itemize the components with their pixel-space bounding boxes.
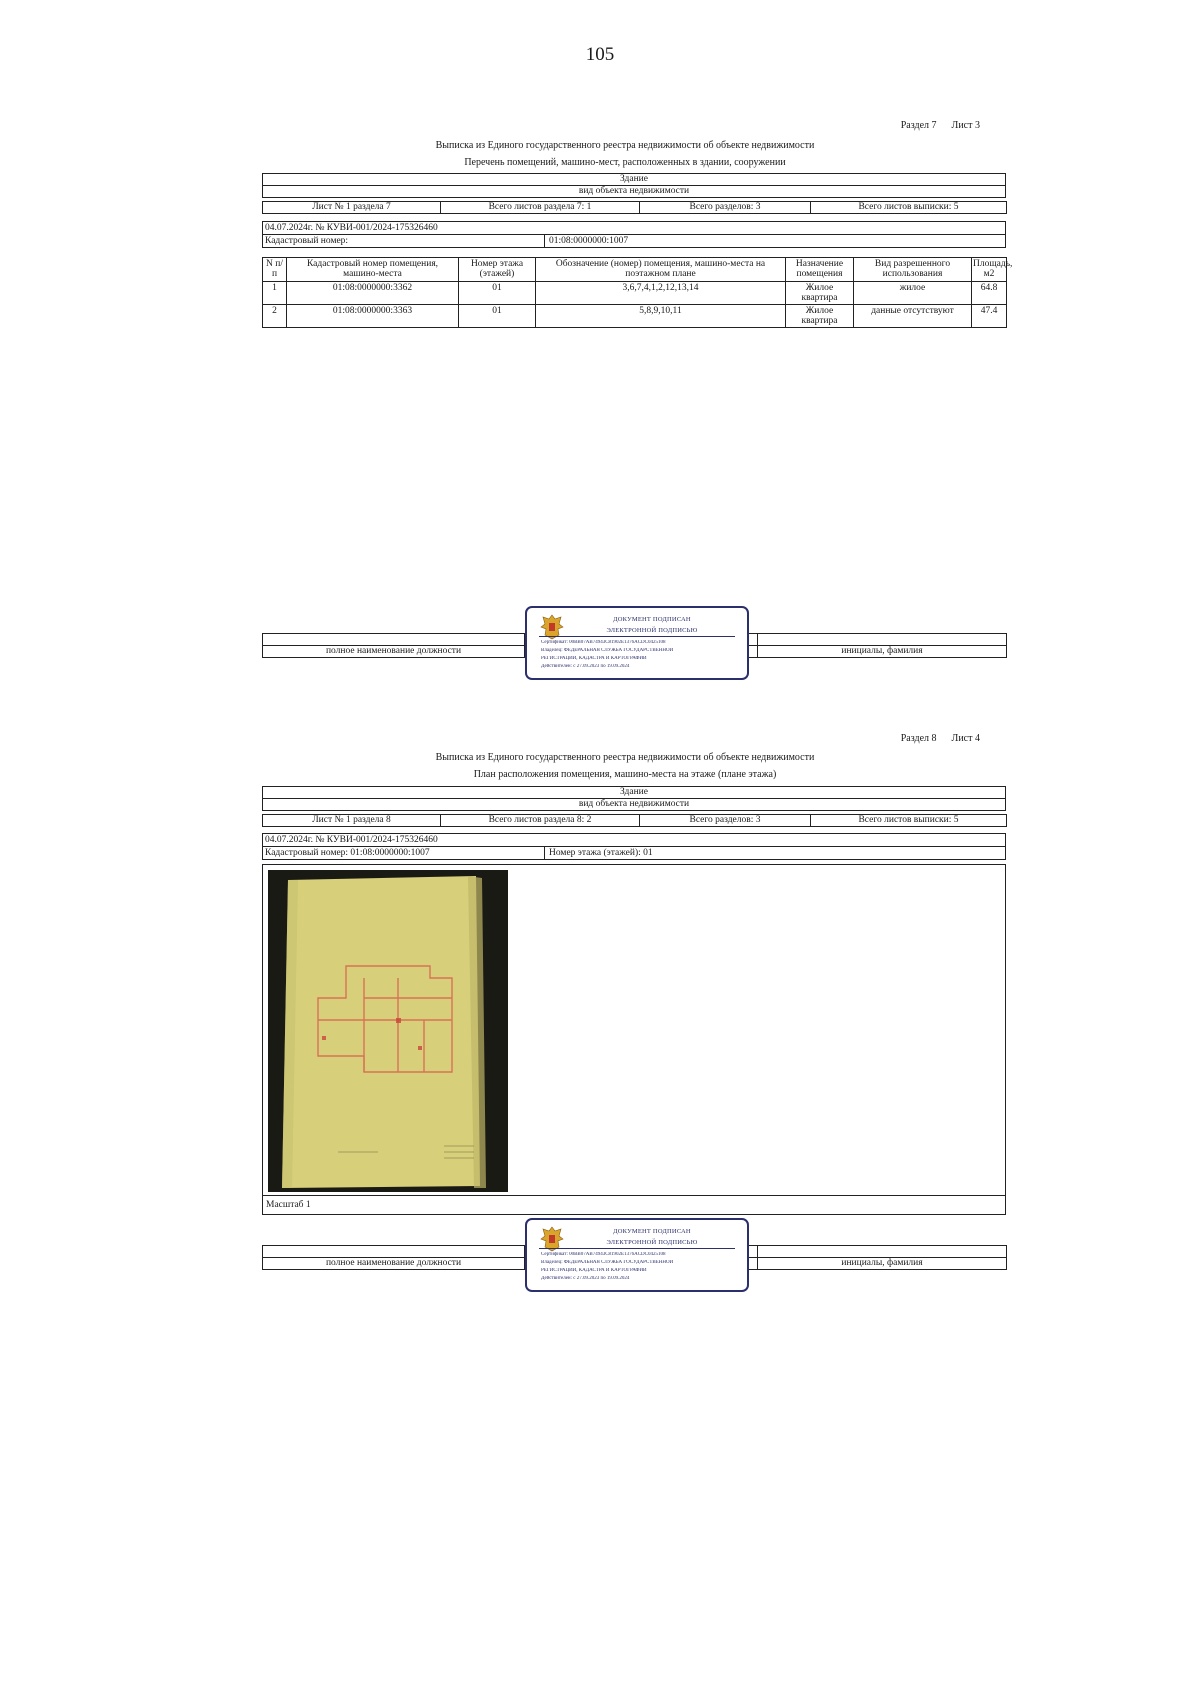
position-label: полное наименование должности — [263, 646, 525, 658]
table-header-row — [263, 258, 1007, 282]
counter-sheet: Лист № 1 раздела 7 — [263, 202, 441, 214]
header-cell: N п/п — [263, 258, 287, 282]
table-cell: 01 — [459, 305, 536, 328]
object-type: Здание — [263, 787, 1006, 799]
table-cell: данные отсутствуют — [854, 305, 972, 328]
premises-table — [262, 257, 1013, 328]
sheet-counters — [262, 814, 1007, 827]
scale-row — [262, 1195, 1006, 1215]
stamp-subtitle: ЭЛЕКТРОННОЙ ПОДПИСЬЮ — [606, 627, 698, 634]
table-cell: 2 — [263, 305, 287, 328]
header-cell: Кадастровый номер помещения, машино-места — [287, 258, 459, 282]
document-subtitle: План расположения помещения, машино-места на этаже (плане этажа) — [473, 769, 777, 780]
name-label: инициалы, фамилия — [758, 646, 1007, 658]
table-cell: 1 — [263, 282, 287, 305]
table-cell: 64.8 — [972, 282, 1007, 305]
table-cell: Жилое квартира — [786, 282, 854, 305]
date-number-row — [262, 221, 1006, 235]
section-label: Раздел 8 — [900, 733, 937, 744]
counter-sections: Всего разделов: 3 — [640, 815, 811, 827]
counter-section-sheets: Всего листов раздела 7: 1 — [441, 202, 640, 214]
position-label: полное наименование должности — [263, 1258, 525, 1270]
table-row — [263, 305, 1007, 328]
stamp-owner-1: Владелец: ФЕДЕРАЛЬНАЯ СЛУЖБА ГОСУДАРСТВЕННОЙ — [541, 648, 674, 653]
date-number: 04.07.2024г. № КУВИ-001/2024-175326460 — [265, 223, 438, 233]
header-cell: Назначение помещения — [786, 258, 854, 282]
stamp-certificate: Сертификат: 00BB07AB74943C81902E1376ACDC0425108 — [541, 640, 666, 645]
page-number: 105 — [585, 44, 615, 65]
sheet-label: Лист 4 — [951, 733, 980, 744]
header-cell: Вид разрешенного использования — [854, 258, 972, 282]
header-cell: Площадь, м2 — [972, 258, 1007, 282]
table-cell: 47.4 — [972, 305, 1007, 328]
table-cell: 01:08:0000000:3362 — [287, 282, 459, 305]
table-cell: жилое — [854, 282, 972, 305]
table-cell: 3,6,7,4,1,2,12,13,14 — [536, 282, 786, 305]
table-cell: 5,8,9,10,11 — [536, 305, 786, 328]
object-type-caption: вид объекта недвижимости — [263, 186, 1006, 198]
cadastral-row — [262, 234, 1006, 248]
stamp-divider — [539, 636, 735, 637]
cadastral-label: Кадастровый номер: — [265, 236, 349, 246]
document-subtitle: Перечень помещений, машино-мест, расположенных в здании, сооружении — [464, 157, 786, 168]
cadastral-value: 01:08:0000000:1007 — [549, 236, 629, 246]
stamp-valid: Действителен: с 27.09.2023 по 19.09.2024 — [541, 664, 630, 669]
cadastral-divider — [544, 235, 545, 247]
header-cell: Обозначение (номер) помещения, машино-места на поэтажном плане — [536, 258, 786, 282]
sheet-label: Лист 3 — [951, 120, 980, 131]
cadastral-divider — [544, 847, 545, 859]
section-sheet-ref — [880, 120, 980, 131]
cadastral-number: Кадастровый номер: 01:08:0000000:1007 — [265, 848, 430, 858]
counter-total-sheets: Всего листов выписки: 5 — [811, 202, 1007, 214]
object-type: Здание — [263, 174, 1006, 186]
header-cell: Номер этажа (этажей) — [459, 258, 536, 282]
counter-sheet: Лист № 1 раздела 8 — [263, 815, 441, 827]
e-signature-stamp — [525, 606, 749, 680]
name-label: инициалы, фамилия — [758, 1258, 1007, 1270]
scale-label: Масштаб 1 — [266, 1200, 311, 1210]
floor-plan-photo — [268, 870, 508, 1192]
counter-section-sheets: Всего листов раздела 8: 2 — [441, 815, 640, 827]
e-signature-stamp — [525, 1218, 749, 1292]
counter-sections: Всего разделов: 3 — [640, 202, 811, 214]
table-cell: Жилое квартира — [786, 305, 854, 328]
stamp-owner-1: Владелец: ФЕДЕРАЛЬНАЯ СЛУЖБА ГОСУДАРСТВЕННОЙ — [541, 1260, 674, 1265]
cadastral-floor-row — [262, 846, 1006, 860]
date-number-row — [262, 833, 1006, 847]
stamp-owner-2: РЕГИСТРАЦИИ, КАДАСТРА И КАРТОГРАФИИ — [541, 656, 647, 661]
object-type-block — [262, 173, 1006, 198]
document-title: Выписка из Единого государственного реестра недвижимости об объекте недвижимости — [435, 140, 815, 151]
stamp-certificate: Сертификат: 00BB07AB74943C81902E1376ACDC0425108 — [541, 1252, 666, 1257]
object-type-block — [262, 786, 1006, 811]
stamp-owner-2: РЕГИСТРАЦИИ, КАДАСТРА И КАРТОГРАФИИ — [541, 1268, 647, 1273]
stamp-title: ДОКУМЕНТ ПОДПИСАН — [613, 616, 691, 623]
table-cell: 01:08:0000000:3363 — [287, 305, 459, 328]
stamp-subtitle: ЭЛЕКТРОННОЙ ПОДПИСЬЮ — [606, 1239, 698, 1246]
table-cell: 01 — [459, 282, 536, 305]
counter-total-sheets: Всего листов выписки: 5 — [811, 815, 1007, 827]
date-number: 04.07.2024г. № КУВИ-001/2024-175326460 — [265, 835, 438, 845]
floor-number: Номер этажа (этажей): 01 — [549, 848, 653, 858]
stamp-divider — [539, 1248, 735, 1249]
stamp-title: ДОКУМЕНТ ПОДПИСАН — [613, 1228, 691, 1235]
document-title: Выписка из Единого государственного реестра недвижимости об объекте недвижимости — [435, 752, 815, 763]
sheet-counters — [262, 201, 1007, 214]
section-sheet-ref — [880, 733, 980, 744]
section-label: Раздел 7 — [900, 120, 937, 131]
stamp-valid: Действителен: с 27.09.2023 по 19.09.2024 — [541, 1276, 630, 1281]
object-type-caption: вид объекта недвижимости — [263, 799, 1006, 811]
table-row — [263, 282, 1007, 305]
